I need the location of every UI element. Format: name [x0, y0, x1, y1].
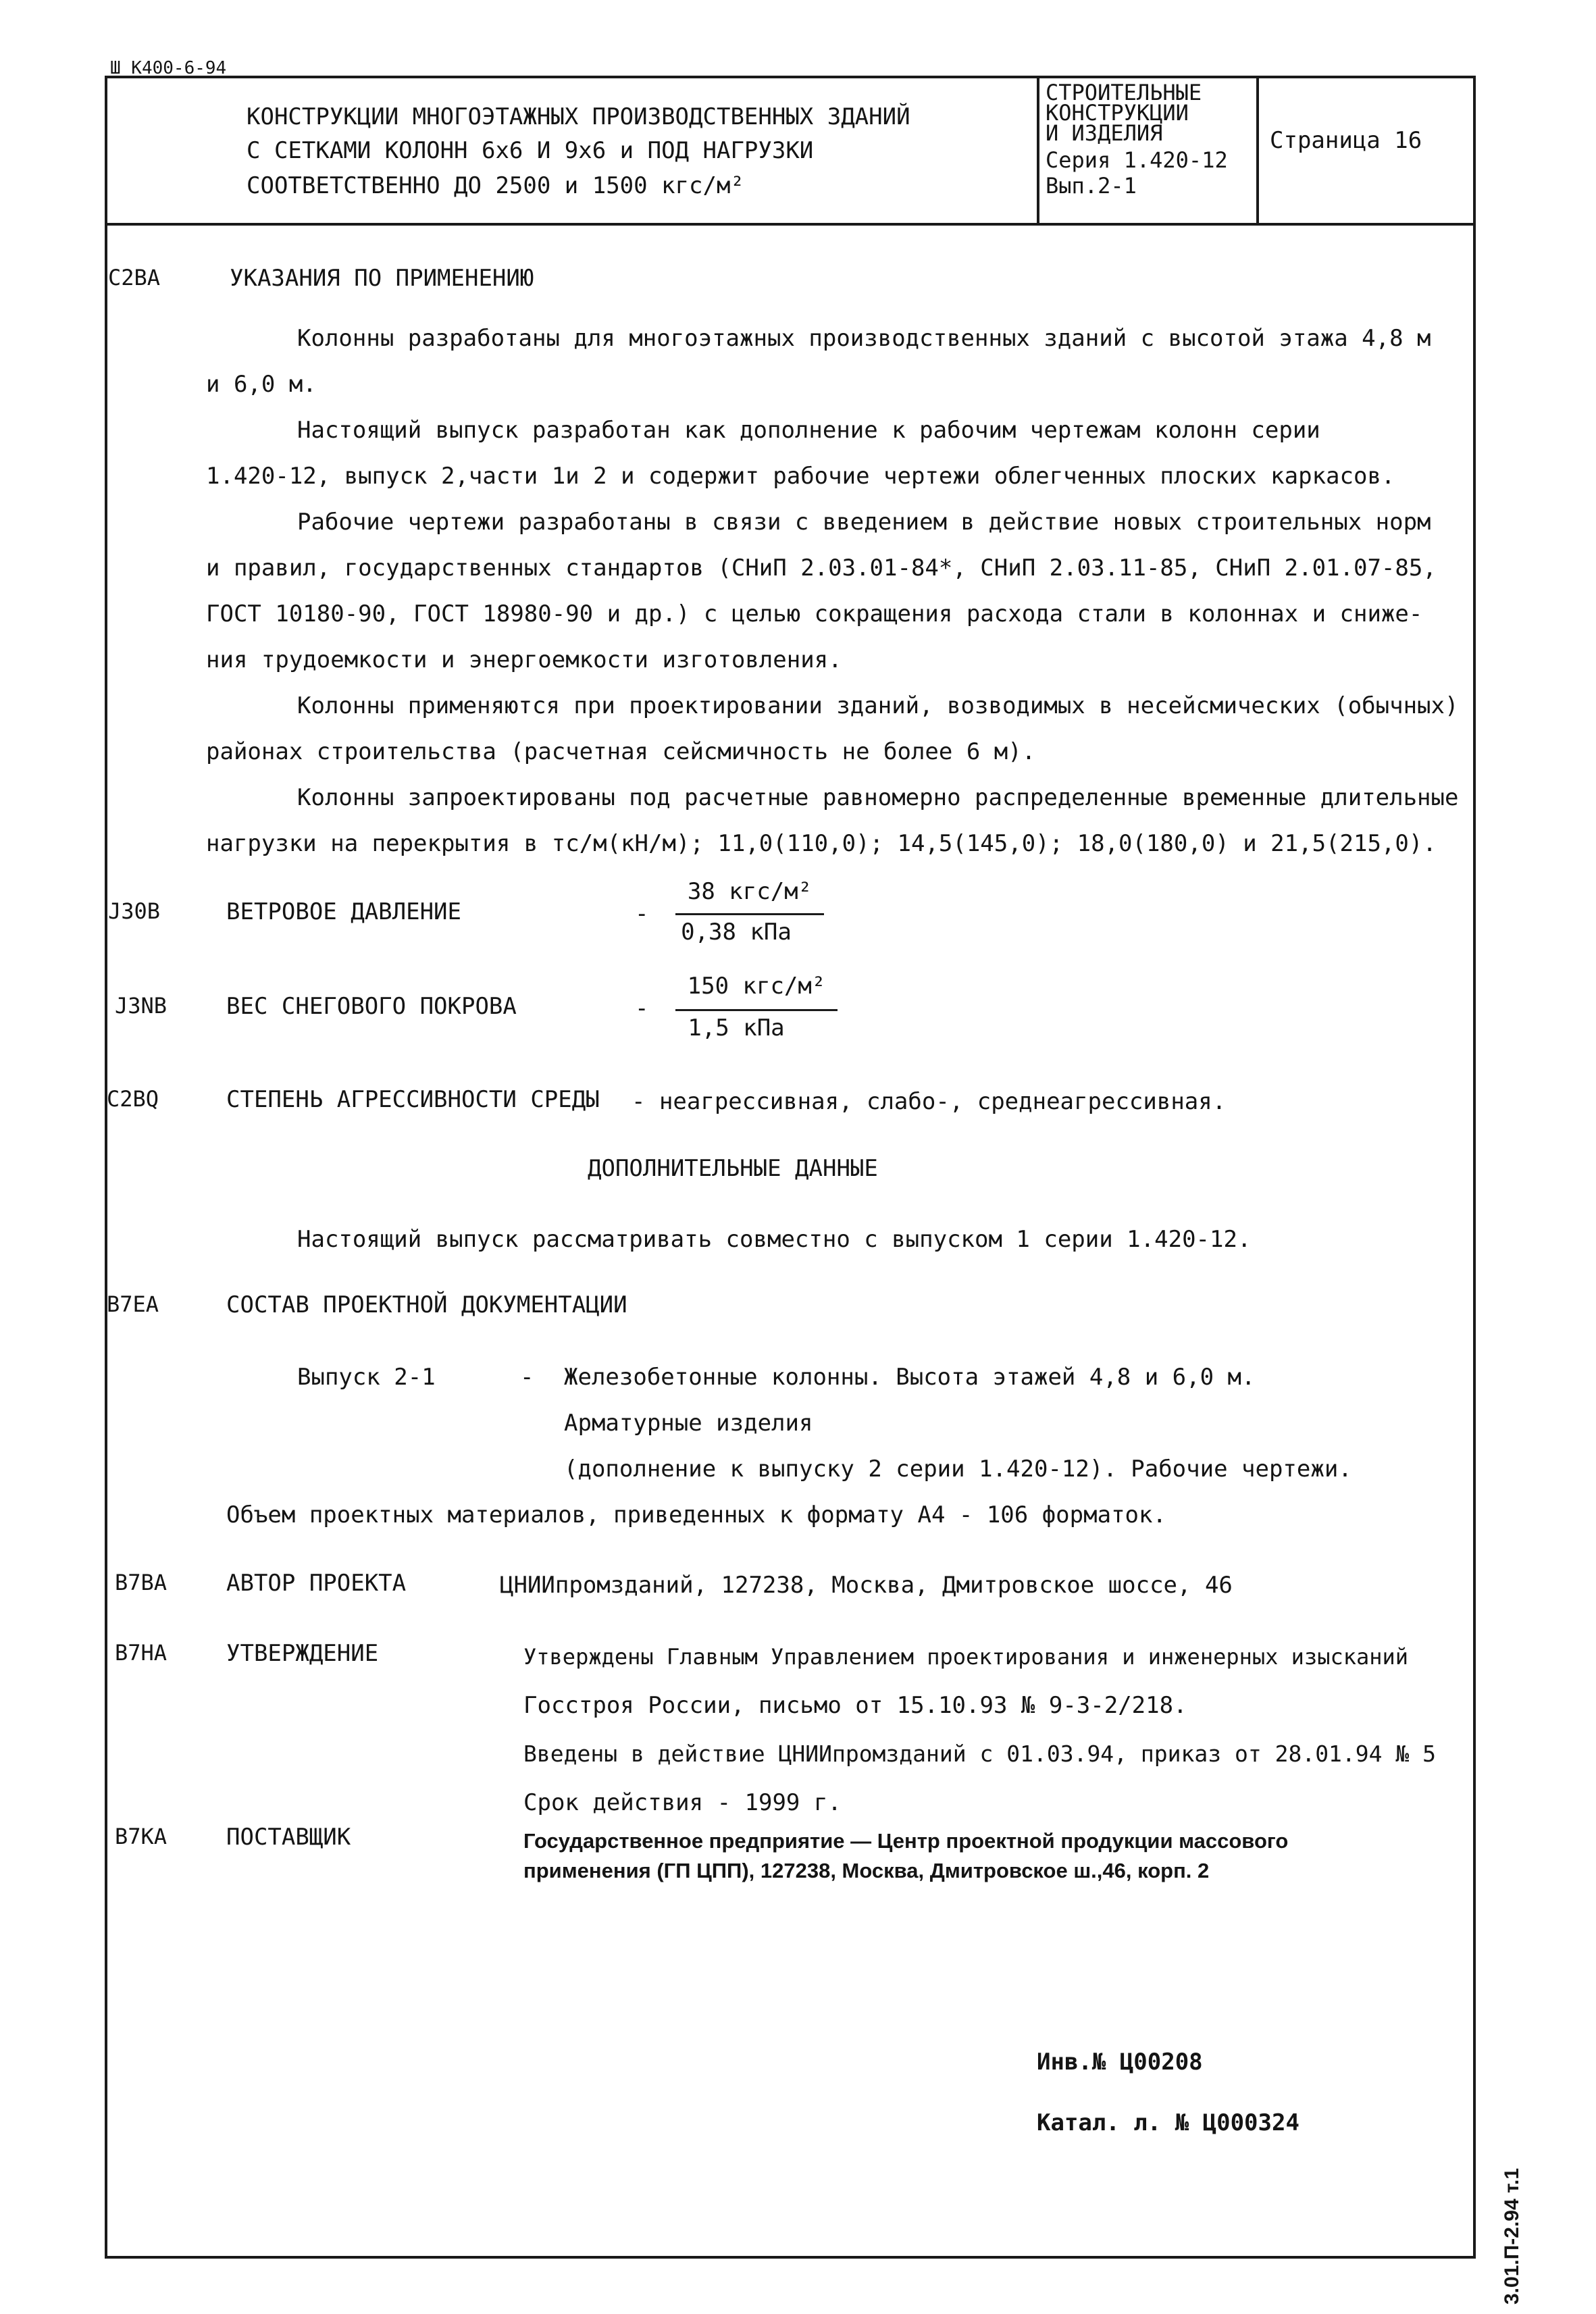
header-title-line-1: КОНСТРУКЦИИ МНОГОЭТАЖНЫХ ПРОИЗВОДСТВЕННЫХ ЗДАНИЙ [247, 103, 910, 130]
category-line-5: Вып.2-1 [1046, 173, 1137, 199]
usage-para-4: 1.420-12, выпуск 2,части 1и 2 и содержит рабочие чертежи облегченных плоских каркасов. [206, 463, 1395, 490]
usage-para-12: нагрузки на перекрытия в тс/м(кН/м); 11,0(110,0); 14,5(145,0); 18,0(180,0) и 21,5(215,0). [206, 830, 1437, 857]
category-line-2: КОНСТРУКЦИИ [1046, 100, 1189, 126]
approval-label: УТВЕРЖДЕНИЕ [226, 1640, 379, 1667]
composition-dash: - [520, 1364, 534, 1391]
usage-para-1: Колонны разработаны для многоэтажных производственных зданий с высотой этажа 4,8 м [297, 325, 1431, 352]
wind-fraction-line [675, 913, 824, 915]
supplier-line-1: Государственное предприятие — Центр проектной продукции массового [523, 1829, 1289, 1853]
snow-dash: - [635, 995, 649, 1022]
header-divider [105, 223, 1476, 226]
doc-code-top: Ш К400-6-94 [110, 58, 227, 78]
composition-volume: Объем проектных материалов, приведенных к формату А4 - 106 форматок. [226, 1501, 1166, 1528]
approval-line-3: Введены в действие ЦНИИпромзданий с 01.03.94, приказ от 28.01.94 № 5 [523, 1741, 1437, 1767]
catalog-number: Катал. л. № Ц000324 [1037, 2109, 1299, 2136]
supplier-code: В7КА [115, 1824, 168, 1849]
usage-para-2: и 6,0 м. [206, 371, 317, 398]
snow-fraction-line [675, 1009, 838, 1011]
aggr-value: - неагрессивная, слабо-, среднеагрессивная. [632, 1088, 1227, 1115]
wind-dash: - [635, 900, 649, 927]
category-line-4: Серия 1.420-12 [1046, 147, 1228, 173]
usage-para-7: ГОСТ 10180-90, ГОСТ 18980-90 и др.) с целью сокращения расхода стали в колоннах и сниже- [206, 600, 1423, 627]
wind-denominator: 0,38 кПа [681, 919, 792, 946]
approval-line-2: Госстроя России, письмо от 15.10.93 № 9-3-2/218. [523, 1692, 1187, 1719]
additional-heading: ДОПОЛНИТЕЛЬНЫЕ ДАННЫЕ [588, 1155, 878, 1182]
header-title-line-2: С СЕТКАМИ КОЛОНН 6х6 И 9х6 и ПОД НАГРУЗКИ [247, 137, 814, 164]
composition-code: В7ЕА [107, 1291, 159, 1317]
wind-code: J30В [108, 898, 161, 924]
usage-para-3: Настоящий выпуск разработан как дополнение к рабочим чертежам колонн серии [297, 417, 1320, 444]
author-code: В7ВА [115, 1570, 168, 1595]
category-line-3: И ИЗДЕЛИЯ [1046, 120, 1163, 146]
composition-issue-line-2: Арматурные изделия [564, 1410, 813, 1437]
wind-label: ВЕТРОВОЕ ДАВЛЕНИЕ [226, 898, 461, 925]
approval-code: В7НА [115, 1640, 168, 1666]
category-line-1: СТРОИТЕЛЬНЫЕ [1046, 80, 1202, 105]
author-value: ЦНИИпромзданий, 127238, Москва, Дмитровское шоссе, 46 [500, 1572, 1233, 1599]
aggr-label: СТЕПЕНЬ АГРЕССИВНОСТИ СРЕДЫ [226, 1086, 600, 1113]
additional-text: Настоящий выпуск рассматривать совместно с выпуском 1 серии 1.420-12. [297, 1226, 1252, 1253]
snow-numerator: 150 кгс/м² [687, 973, 826, 1000]
snow-denominator: 1,5 кПа [688, 1014, 785, 1042]
approval-line-1: Утверждены Главным Управлением проектирования и инженерных изысканий [523, 1644, 1409, 1670]
aggr-code: С2ВQ [107, 1086, 159, 1112]
supplier-line-2: применения (ГП ЦПП), 127238, Москва, Дмитровское ш.,46, корп. 2 [523, 1859, 1210, 1882]
inventory-number: Инв.№ Ц00208 [1037, 2049, 1203, 2076]
usage-para-9: Колонны применяются при проектировании зданий, возводимых в несейсмических (обычных) [297, 692, 1459, 719]
supplier-label: ПОСТАВЩИК [226, 1824, 351, 1851]
wind-numerator: 38 кгс/м² [687, 878, 813, 905]
composition-issue-label: Выпуск 2-1 [297, 1364, 436, 1391]
approval-line-4: Срок действия - 1999 г. [523, 1789, 842, 1816]
composition-issue-line-3: (дополнение к выпуску 2 серии 1.420-12). Рабочие чертежи. [564, 1456, 1352, 1483]
usage-para-6: и правил, государственных стандартов (СНиП 2.03.01-84*, СНиП 2.03.11-85, СНиП 2.01.07-85, [206, 555, 1437, 582]
author-label: АВТОР ПРОЕКТА [226, 1570, 407, 1597]
usage-heading: УКАЗАНИЯ ПО ПРИМЕНЕНИЮ [230, 265, 534, 292]
page-label: Страница 16 [1270, 127, 1422, 154]
usage-para-10: районах строительства (расчетная сейсмичность не более 6 м). [206, 738, 1036, 765]
header-title-line-3: СООТВЕТСТВЕННО ДО 2500 и 1500 кгс/м² [247, 172, 744, 199]
snow-label: ВЕС СНЕГОВОГО ПОКРОВА [226, 993, 517, 1020]
usage-para-5: Рабочие чертежи разработаны в связи с введением в действие новых строительных норм [297, 509, 1431, 536]
usage-para-11: Колонны запроектированы под расчетные равномерно распределенные временные длительные [297, 784, 1459, 811]
header-separator-1 [1037, 76, 1039, 224]
composition-heading: СОСТАВ ПРОЕКТНОЙ ДОКУМЕНТАЦИИ [226, 1291, 627, 1318]
composition-issue-line-1: Железобетонные колонны. Высота этажей 4,8 и 6,0 м. [564, 1364, 1256, 1391]
header-separator-2 [1256, 76, 1259, 224]
usage-para-8: ния трудоемкости и энергоемкости изготовления. [206, 646, 842, 673]
snow-code: J3NВ [115, 993, 168, 1019]
usage-code: С2ВА [108, 265, 161, 290]
side-code: 3.01.П-2.94 т.1 [1501, 2167, 1523, 2305]
